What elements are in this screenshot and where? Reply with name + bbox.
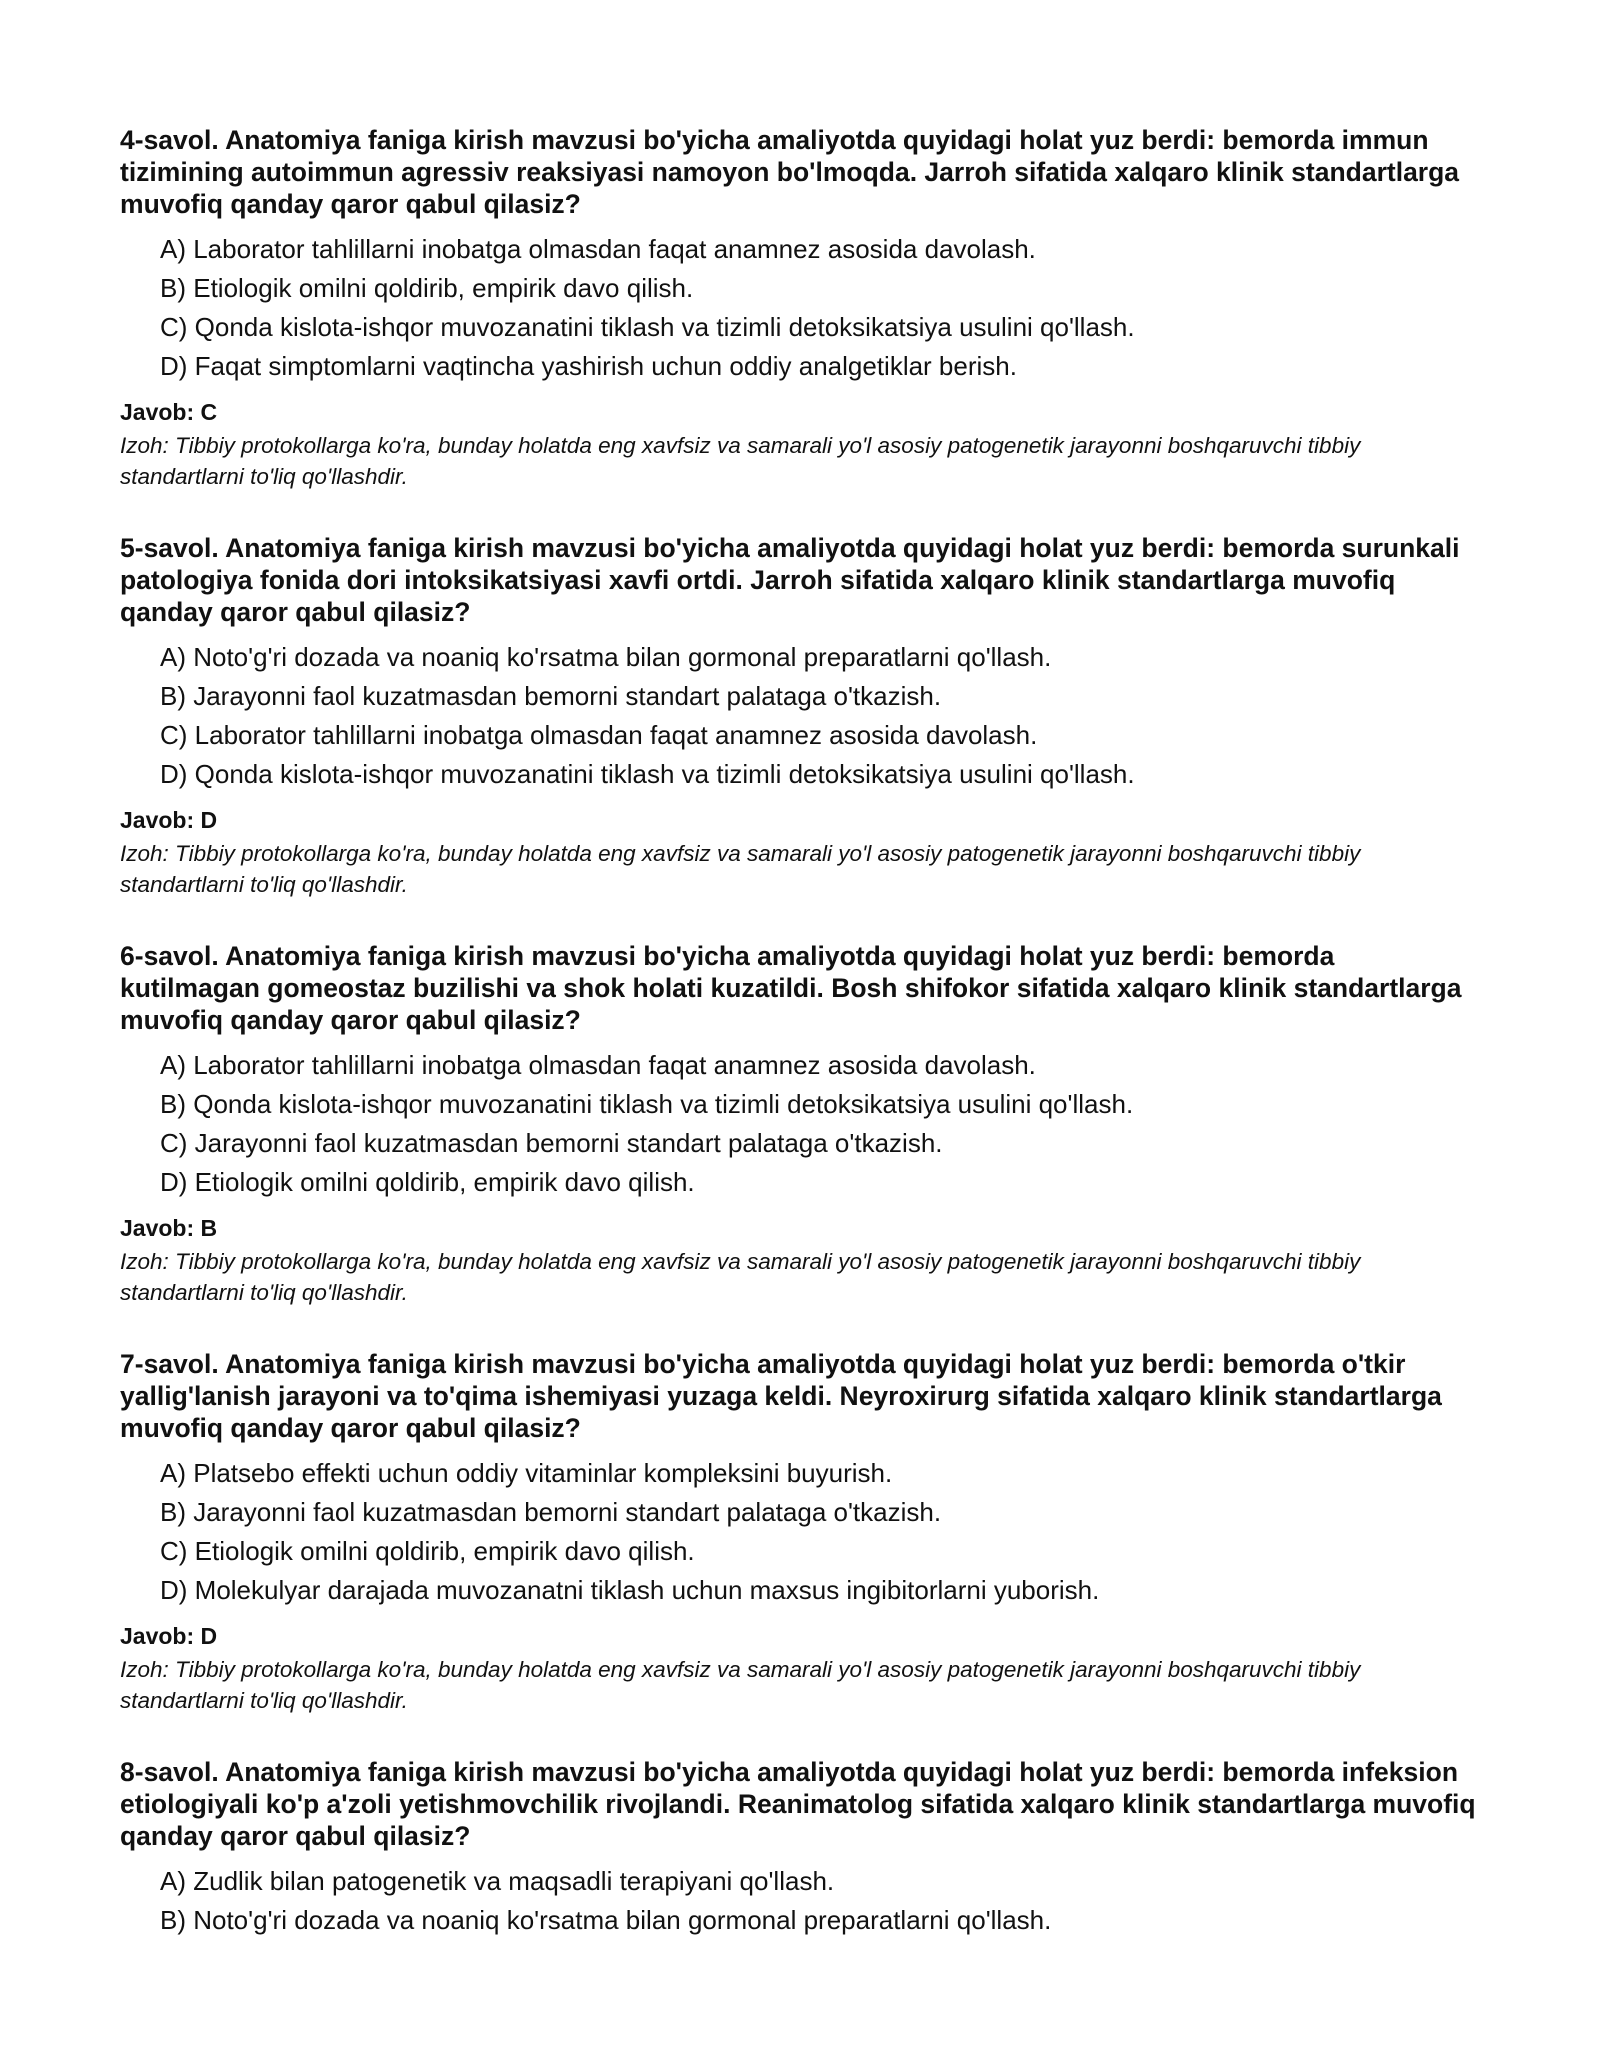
question-8	[120, 1756, 1480, 1940]
option-b: B) Etiologik omilni qoldirib, empirik davo qilish.	[160, 273, 694, 303]
option-d: D) Molekulyar darajada muvozanatni tiklash uchun maxsus ingibitorlarni yuborish.	[160, 1575, 1100, 1605]
explanation: Izoh: Tibbiy protokollarga ko'ra, bunday holatda eng xavfsiz va samarali yo'l asosiy patogenetik jarayonni boshqaruvchi tibbiy standartlarni to'liq qo'llashdir.	[120, 433, 1361, 489]
option-d: D) Faqat simptomlarni vaqtincha yashirish uchun oddiy analgetiklar berish.	[160, 351, 1017, 381]
correct-answer: Javob: B	[120, 1215, 218, 1241]
question-4	[120, 124, 1480, 492]
answer-options	[160, 638, 1480, 794]
option-a: A) Zudlik bilan patogenetik va maqsadli terapiyani qo'llash.	[160, 1866, 835, 1896]
question-title: 7-savol. Anatomiya faniga kirish mavzusi bo'yicha amaliyotda quyidagi holat yuz berdi: bemorda o'tkir yallig'lanish jarayoni va to'qima ishemiyasi yuzaga keldi. Neyroxirurg sifatida xalqaro klinik standartlarga muvofiq qanday qaror qabul qilasiz?	[120, 1349, 1442, 1443]
option-b: B) Jarayonni faol kuzatmasdan bemorni standart palataga o'tkazish.	[160, 681, 942, 711]
question-6	[120, 940, 1480, 1308]
answer-options	[160, 1862, 1480, 1940]
question-title: 4-savol. Anatomiya faniga kirish mavzusi bo'yicha amaliyotda quyidagi holat yuz berdi: bemorda immun tizimining autoimmun agressiv reaksiyasi namoyon bo'lmoqda. Jarroh sifatida xalqaro klinik standartlarga muvofiq qanday qaror qabul qilasiz?	[120, 125, 1460, 219]
option-c: C) Qonda kislota-ishqor muvozanatini tiklash va tizimli detoksikatsiya usulini qo'llash.	[160, 312, 1135, 342]
question-title: 8-savol. Anatomiya faniga kirish mavzusi bo'yicha amaliyotda quyidagi holat yuz berdi: bemorda infeksion etiologiyali ko'p a'zoli yetishmovchilik rivojlandi. Reanimatolog sifatida xalqaro klinik standartlarga muvofiq qanday qaror qabul qilasiz?	[120, 1757, 1476, 1851]
option-b: B) Jarayonni faol kuzatmasdan bemorni standart palataga o'tkazish.	[160, 1497, 942, 1527]
option-a: A) Platsebo effekti uchun oddiy vitaminlar kompleksini buyurish.	[160, 1458, 893, 1488]
option-b: B) Noto'g'ri dozada va noaniq ko'rsatma bilan gormonal preparatlarni qo'llash.	[160, 1905, 1052, 1935]
option-c: C) Jarayonni faol kuzatmasdan bemorni standart palataga o'tkazish.	[160, 1128, 943, 1158]
correct-answer: Javob: D	[120, 807, 218, 833]
explanation: Izoh: Tibbiy protokollarga ko'ra, bunday holatda eng xavfsiz va samarali yo'l asosiy patogenetik jarayonni boshqaruvchi tibbiy standartlarni to'liq qo'llashdir.	[120, 841, 1361, 897]
question-title: 5-savol. Anatomiya faniga kirish mavzusi bo'yicha amaliyotda quyidagi holat yuz berdi: bemorda surunkali patologiya fonida dori intoksikatsiyasi xavfi ortdi. Jarroh sifatida xalqaro klinik standartlarga muvofiq qanday qaror qabul qilasiz?	[120, 533, 1460, 627]
document-page	[120, 124, 1480, 1980]
explanation: Izoh: Tibbiy protokollarga ko'ra, bunday holatda eng xavfsiz va samarali yo'l asosiy patogenetik jarayonni boshqaruvchi tibbiy standartlarni to'liq qo'llashdir.	[120, 1657, 1361, 1713]
question-title: 6-savol. Anatomiya faniga kirish mavzusi bo'yicha amaliyotda quyidagi holat yuz berdi: bemorda kutilmagan gomeostaz buzilishi va shok holati kuzatildi. Bosh shifokor sifatida xalqaro klinik standartlarga muvofiq qanday qaror qabul qilasiz?	[120, 941, 1462, 1035]
option-a: A) Laborator tahlillarni inobatga olmasdan faqat anamnez asosida davolash.	[160, 1050, 1036, 1080]
question-7	[120, 1348, 1480, 1716]
answer-options	[160, 1454, 1480, 1610]
option-b: B) Qonda kislota-ishqor muvozanatini tiklash va tizimli detoksikatsiya usulini qo'llash.	[160, 1089, 1134, 1119]
option-a: A) Noto'g'ri dozada va noaniq ko'rsatma bilan gormonal preparatlarni qo'llash.	[160, 642, 1052, 672]
option-c: C) Laborator tahlillarni inobatga olmasdan faqat anamnez asosida davolash.	[160, 720, 1038, 750]
question-5	[120, 532, 1480, 900]
correct-answer: Javob: C	[120, 399, 218, 425]
option-c: C) Etiologik omilni qoldirib, empirik davo qilish.	[160, 1536, 695, 1566]
answer-options	[160, 1046, 1480, 1202]
correct-answer: Javob: D	[120, 1623, 218, 1649]
option-d: D) Etiologik omilni qoldirib, empirik davo qilish.	[160, 1167, 695, 1197]
option-d: D) Qonda kislota-ishqor muvozanatini tiklash va tizimli detoksikatsiya usulini qo'llash.	[160, 759, 1135, 789]
answer-options	[160, 230, 1480, 386]
explanation: Izoh: Tibbiy protokollarga ko'ra, bunday holatda eng xavfsiz va samarali yo'l asosiy patogenetik jarayonni boshqaruvchi tibbiy standartlarni to'liq qo'llashdir.	[120, 1249, 1361, 1305]
option-a: A) Laborator tahlillarni inobatga olmasdan faqat anamnez asosida davolash.	[160, 234, 1036, 264]
